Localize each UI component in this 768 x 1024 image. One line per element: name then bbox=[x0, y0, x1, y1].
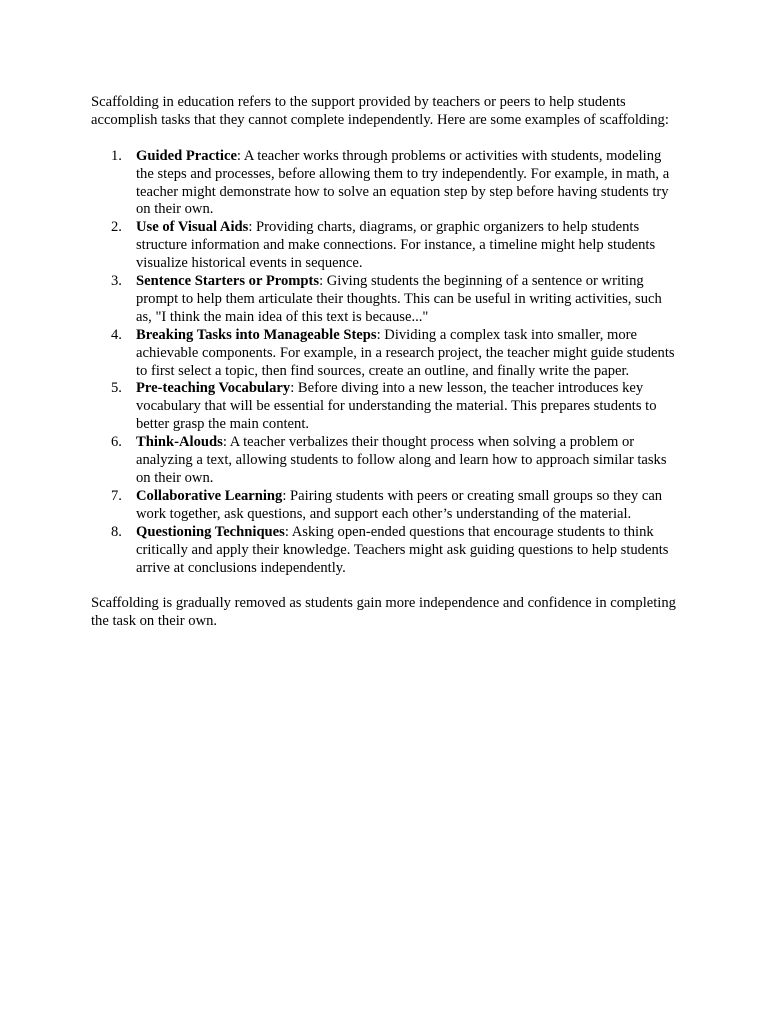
document-page bbox=[91, 94, 681, 631]
list-item-number: 1. bbox=[111, 147, 122, 164]
list-item-term: Sentence Starters or Prompts bbox=[136, 273, 320, 290]
list-item-number: 3. bbox=[111, 273, 122, 290]
list-item-description: : Asking open-ended questions that encourage students to think critically and apply their knowledge. Teachers might ask guiding questions to help students arrive at conclusions independently. bbox=[136, 523, 669, 576]
list-item bbox=[91, 273, 681, 327]
list-item-term: Pre-teaching Vocabulary bbox=[136, 380, 291, 397]
list-item bbox=[91, 524, 681, 578]
list-item bbox=[91, 380, 681, 434]
list-item-description: : Pairing students with peers or creating small groups so they can work together, ask questions, and support each other’s understanding of the material. bbox=[136, 487, 663, 522]
list-item bbox=[91, 148, 681, 220]
list-item-number: 8. bbox=[111, 523, 122, 540]
intro-paragraph: Scaffolding in education refers to the support provided by teachers or peers to help students accomplish tasks that they cannot complete independently. Here are some examples of scaffolding: bbox=[91, 94, 669, 128]
list-item-description: : Providing charts, diagrams, or graphic organizers to help students structure information and make connections. For instance, a timeline might help students visualize historical events in sequence. bbox=[136, 219, 656, 272]
list-item-number: 4. bbox=[111, 326, 122, 343]
list-item-description: : A teacher works through problems or activities with students, modeling the steps and processes, before allowing them to try independently. For example, in math, a teacher might demonstrate how to solve an equation step by step before having students try on their own. bbox=[136, 147, 670, 218]
list-item-term: Collaborative Learning bbox=[136, 487, 283, 504]
list-item-number: 5. bbox=[111, 380, 122, 397]
list-item bbox=[91, 327, 681, 381]
conclusion-paragraph: Scaffolding is gradually removed as students gain more independence and confidence in completing the task on their own. bbox=[91, 595, 676, 630]
list-item-term: Guided Practice bbox=[136, 147, 237, 164]
list-item-description: : Dividing a complex task into smaller, more achievable components. For example, in a research project, the teacher might guide students to first select a topic, then find sources, create an outline, and finally write the paper. bbox=[136, 326, 675, 379]
list-item-number: 6. bbox=[111, 434, 122, 451]
list-item bbox=[91, 434, 681, 488]
scaffolding-examples-list bbox=[91, 148, 681, 578]
list-item-term: Use of Visual Aids bbox=[136, 219, 249, 236]
list-item-term: Questioning Techniques bbox=[136, 523, 285, 540]
list-item-term: Think-Alouds bbox=[136, 434, 223, 451]
list-item-description: : A teacher verbalizes their thought process when solving a problem or analyzing a text, allowing students to follow along and learn how to approach similar tasks on their own. bbox=[136, 434, 667, 487]
list-item-number: 2. bbox=[111, 219, 122, 236]
list-item bbox=[91, 488, 681, 524]
list-item-description: : Giving students the beginning of a sentence or writing prompt to help them articulate their thoughts. This can be useful in writing activities, such as, "I think the main idea of this text is because..." bbox=[136, 273, 662, 325]
list-item-term: Breaking Tasks into Manageable Steps bbox=[136, 326, 377, 343]
list-item bbox=[91, 219, 681, 273]
list-item-number: 7. bbox=[111, 487, 122, 504]
list-item-description: : Before diving into a new lesson, the teacher introduces key vocabulary that will be essential for understanding the material. This prepares students to better grasp the main content. bbox=[136, 380, 657, 433]
